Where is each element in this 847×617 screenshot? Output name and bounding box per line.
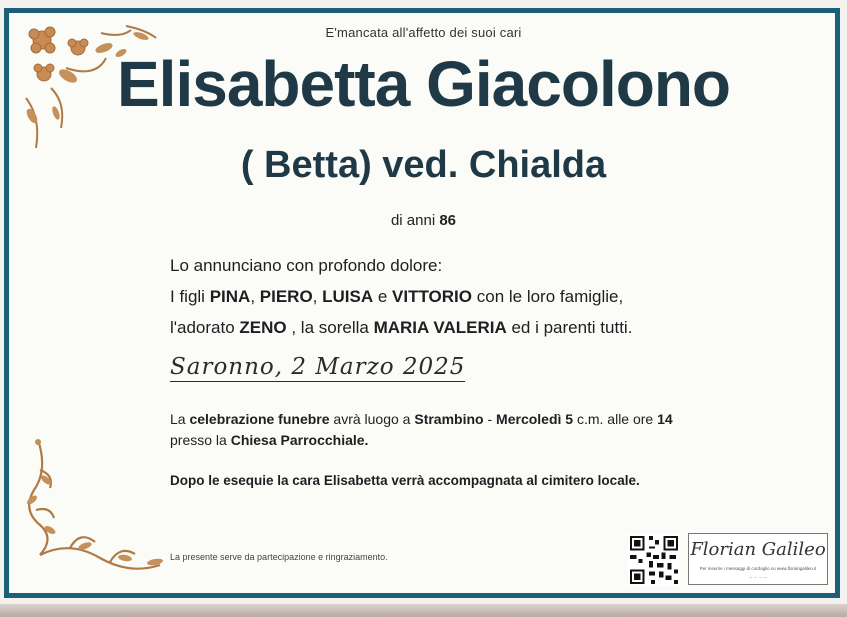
ceremony-info [170, 409, 790, 451]
children-suffix: con le loro famiglie, [472, 287, 624, 306]
ceremony-day: Mercoledì 5 [496, 411, 574, 427]
burial-info: Dopo le esequie la cara Elisabetta verrà accompagnata al cimitero locale. [170, 473, 640, 488]
announce-line-1: Lo annunciano con profondo dolore: [170, 256, 443, 275]
child-name: PIERO [259, 287, 313, 306]
ceremony-type: celebrazione funebre [189, 411, 330, 427]
intro-text: E'mancata all'affetto dei suoi cari [325, 25, 522, 40]
ceremony-line-1 [170, 409, 790, 430]
age-line [0, 212, 847, 229]
footer-note: La presente serve da partecipazione e ringraziamento. [170, 552, 388, 562]
age-value: 86 [439, 212, 457, 229]
ceremony-line-2 [170, 430, 790, 451]
agency-logo [688, 533, 828, 585]
announcement [170, 250, 790, 343]
ceremony-church: Chiesa Parrocchiale. [230, 432, 369, 448]
deceased-nickname: ( Betta) ved. Chialda [240, 144, 607, 186]
child-name: VITTORIO [392, 287, 473, 306]
separator: , [250, 287, 260, 306]
announce-line-2 [170, 281, 790, 312]
bottom-edge [0, 604, 847, 617]
child-name: LUISA [322, 287, 374, 306]
line3-suffix: ed i parenti tutti. [506, 318, 633, 337]
ceremony-hour: 14 [657, 411, 673, 427]
place-date: Saronno, 2 Marzo 2025 [170, 354, 466, 380]
line3-prefix: l'adorato [170, 318, 240, 337]
agency-contact-line: ... ... ... ... [748, 574, 768, 579]
line3-mid: , la sorella [286, 318, 374, 337]
announce-line-3 [170, 312, 790, 343]
child-name: PINA [209, 287, 251, 306]
ceremony-place: Strambino [414, 411, 484, 427]
children-prefix: I figli [170, 287, 210, 306]
age-prefix: di anni [390, 212, 436, 229]
agency-info-line: Per inserire i messaggi di cordoglio su www.floriangalileo.it [699, 566, 817, 571]
ceremony-prefix: La [170, 411, 190, 427]
qr-code-icon[interactable] [628, 534, 680, 586]
agency-name: Florian Galileo [690, 539, 826, 560]
ceremony-text: c.m. alle ore [573, 411, 658, 427]
ceremony-text: - [483, 411, 497, 427]
separator: , [312, 287, 323, 306]
deceased-name: Elisabetta Giacolono [116, 48, 731, 120]
ceremony-text: avrà luogo a [329, 411, 415, 427]
ceremony-text: presso la [170, 432, 231, 448]
and-word: e [373, 287, 393, 306]
grandchild-name: ZENO [239, 318, 287, 337]
swirl-ornament-icon [10, 430, 175, 590]
sister-name: MARIA VALERIA [373, 318, 507, 337]
